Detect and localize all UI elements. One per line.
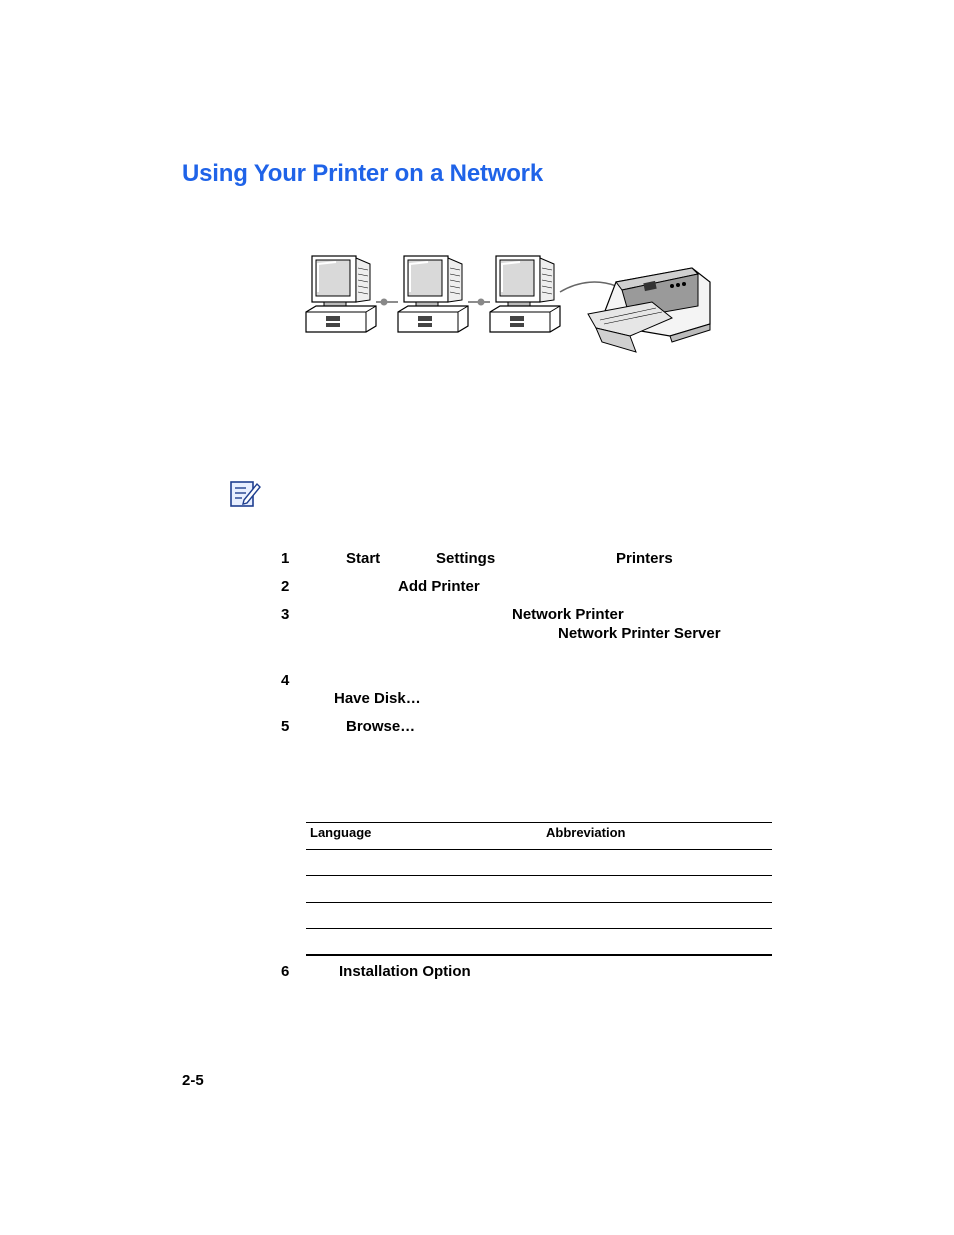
term-start: Start — [346, 550, 381, 567]
table-rule — [306, 875, 772, 876]
step-number: 5 — [281, 718, 290, 735]
table-header-language: Language — [310, 825, 372, 840]
network-illustration — [300, 244, 720, 364]
term-have-disk: Have Disk… — [334, 690, 421, 707]
term-printers: Printers — [616, 550, 673, 567]
step-number: 3 — [281, 606, 290, 623]
term-network-printer-server: Network Printer Server — [558, 625, 721, 642]
printer — [588, 268, 710, 352]
term-browse: Browse… — [346, 718, 416, 735]
page-title: Using Your Printer on a Network — [182, 160, 543, 187]
term-network-printer: Network Printer — [512, 606, 624, 623]
step-number: 6 — [281, 963, 290, 980]
table-rule — [306, 902, 772, 903]
table-rule — [306, 954, 772, 956]
computer-1 — [306, 256, 376, 332]
computer-2 — [398, 256, 468, 332]
page-number: 2-5 — [182, 1072, 204, 1089]
table-rule — [306, 849, 772, 850]
note-pencil-icon — [228, 478, 262, 510]
term-add-printer: Add Printer — [398, 578, 480, 595]
table-header-abbreviation: Abbreviation — [546, 825, 626, 840]
table-rule — [306, 822, 772, 823]
term-installation-option: Installation Option — [339, 963, 471, 980]
computer-3 — [490, 256, 560, 332]
step-number: 2 — [281, 578, 290, 595]
term-settings: Settings — [436, 550, 496, 567]
step-number: 4 — [281, 672, 290, 689]
step-number: 1 — [281, 550, 290, 567]
table-rule — [306, 928, 772, 929]
